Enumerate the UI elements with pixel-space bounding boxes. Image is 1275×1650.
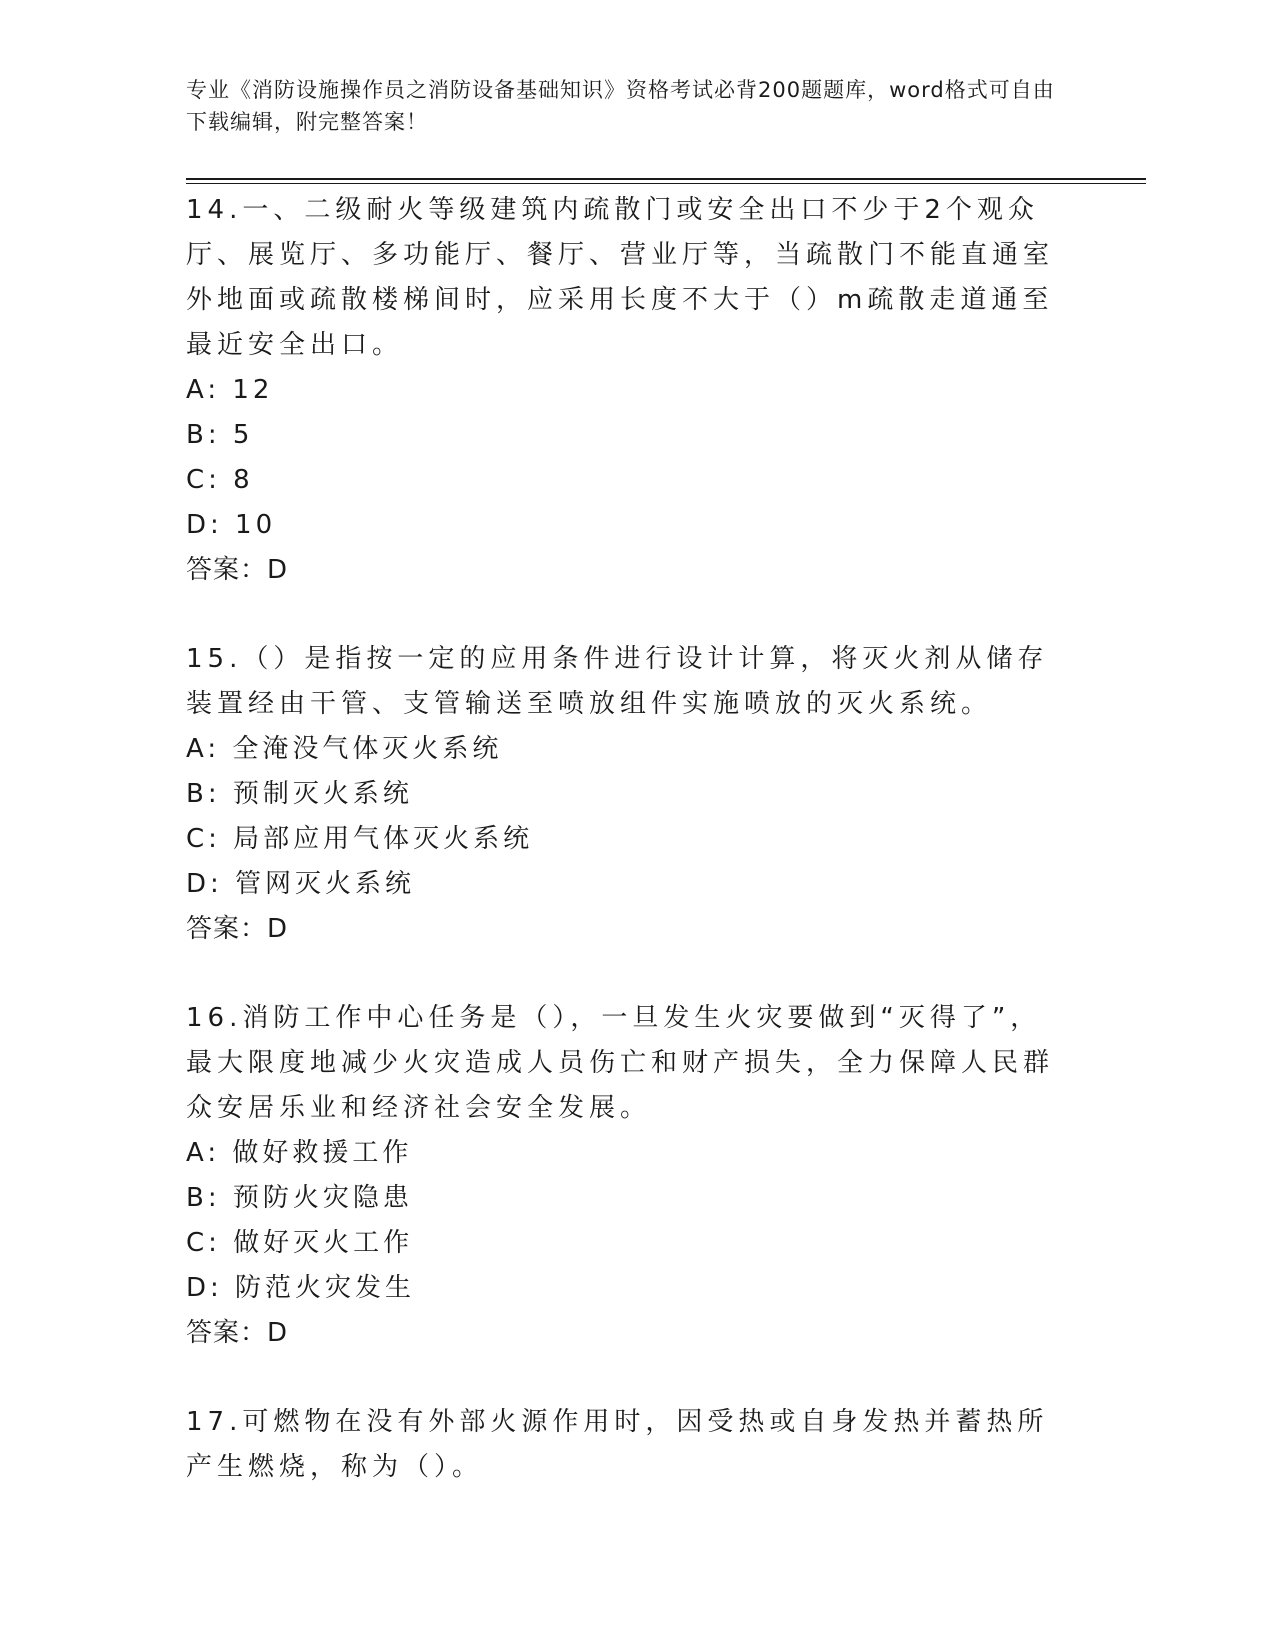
option-d: D: 防范火灾发生 (186, 1273, 416, 1303)
option-a: A: 12 (186, 375, 274, 405)
document-header: 专业《消防设施操作员之消防设备基础知识》资格考试必背200题题库，word格式可自由下载编辑，附完整答案！ (186, 78, 1055, 134)
option-b: B: 预制灭火系统 (186, 779, 413, 809)
question-15 (186, 637, 1066, 952)
header-divider-thin (186, 183, 1146, 184)
option-a: A: 全淹没气体灭火系统 (186, 734, 503, 764)
option-d: D: 10 (186, 510, 277, 540)
option-b: B: 预防火灾隐患 (186, 1183, 413, 1213)
answer-line: 答案：D (186, 555, 289, 585)
question-16 (186, 996, 1066, 1356)
question-stem: 14.一、二级耐火等级建筑内疏散门或安全出口不少于2个观众厅、展览厅、多功能厅、餐厅、营业厅等，当疏散门不能直通室外地面或疏散楼梯间时，应采用长度不大于（）m疏散走道通至最近安全出口。 (186, 195, 1055, 360)
option-c: C: 8 (186, 465, 254, 495)
option-c: C: 局部应用气体灭火系统 (186, 824, 534, 854)
question-list (186, 188, 1066, 1534)
answer-line: 答案：D (186, 914, 289, 944)
option-a: A: 做好救援工作 (186, 1138, 413, 1168)
question-stem: 15.（）是指按一定的应用条件进行设计计算，将灭火剂从储存装置经由干管、支管输送至喷放组件实施喷放的灭火系统。 (186, 644, 1049, 719)
question-17 (186, 1400, 1066, 1490)
option-b: B: 5 (186, 420, 254, 450)
answer-line: 答案：D (186, 1318, 289, 1348)
question-stem: 17.可燃物在没有外部火源作用时，因受热或自身发热并蓄热所产生燃烧，称为（）。 (186, 1407, 1049, 1482)
question-stem: 16.消防工作中心任务是（），一旦发生火灾要做到“灭得了”，最大限度地减少火灾造成人员伤亡和财产损失，全力保障人民群众安居乐业和经济社会安全发展。 (186, 1003, 1055, 1123)
option-d: D: 管网灭火系统 (186, 869, 416, 899)
header-divider-thick (186, 178, 1146, 180)
option-c: C: 做好灭火工作 (186, 1228, 414, 1258)
question-14 (186, 188, 1066, 593)
